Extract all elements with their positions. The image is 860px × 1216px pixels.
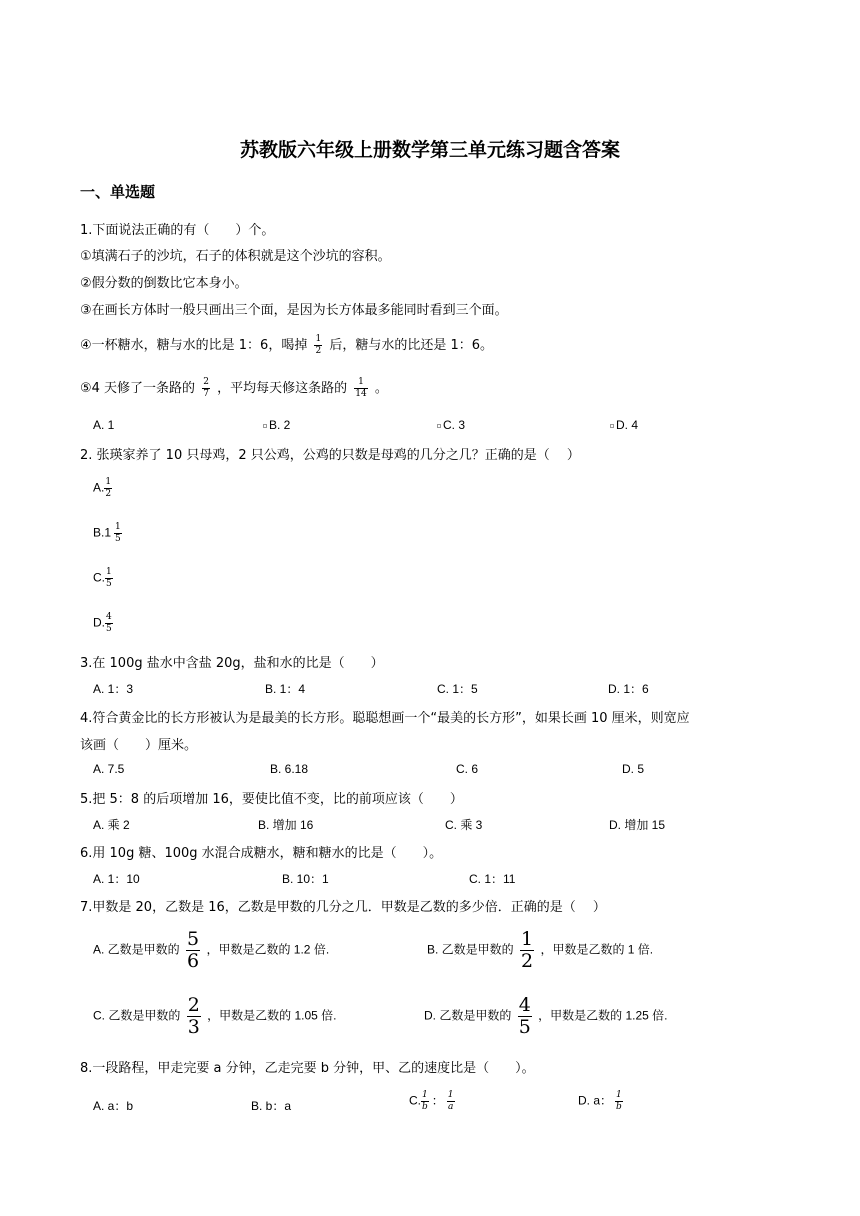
q1-stem: 1.下面说法正确的有（ ）个。 — [80, 223, 275, 238]
q7-option-d[interactable]: D. 乙数是甲数的 $\frac{4}{5}$ ，甲数是乙数的 1.25 倍. — [424, 994, 668, 1038]
q3-option-a[interactable]: A. 1：3 — [93, 682, 134, 696]
q6-option-a[interactable]: A. 1：10 — [93, 872, 140, 886]
q2-option-a[interactable]: A. $\frac{1}{2}$ — [93, 477, 112, 499]
q4-stem-line2: 该画（ ）厘米。 — [80, 738, 198, 753]
q1-statement-3: ③在画长方体时一般只画出三个面，是因为长方体最多能同时看到三个面。 — [80, 303, 508, 318]
fraction: $\frac{4}{5}$ — [106, 612, 112, 634]
q5-stem: 5.把 5：8 的后项增加 16，要使比值不变，比的前项应该（ ） — [80, 792, 463, 807]
q1-option-a[interactable]: A. 1 — [93, 418, 115, 432]
q1-statement-2: ②假分数的倒数比它本身小。 — [80, 276, 248, 291]
q6-stem: 6.用 10g 糖、100g 水混合成糖水，糖和糖水的比是（ ）。 — [80, 846, 443, 861]
fraction: $\frac{1}{b}$ — [422, 1090, 428, 1112]
q4-option-a[interactable]: A. 7.5 — [93, 762, 125, 776]
fraction: $\frac{4}{5}$ — [518, 994, 531, 1038]
q8-option-d[interactable]: D. a： $\frac{1}{b}$ — [578, 1090, 622, 1112]
fraction: $\frac{1}{5}$ — [106, 567, 112, 589]
q5-option-a[interactable]: A. 乘 2 — [93, 818, 130, 832]
q2-option-c[interactable]: C. $\frac{1}{5}$ — [93, 567, 112, 589]
q7-stem: 7.甲数是 20，乙数是 16，乙数是甲数的几分之几．甲数是乙数的多少倍．正确的是（ ） — [80, 900, 606, 915]
q8-stem: 8.一段路程，甲走完要 a 分钟，乙走完要 b 分钟，甲、乙的速度比是（ ）。 — [80, 1061, 535, 1076]
q4-option-c[interactable]: C. 6 — [456, 762, 479, 776]
q8-option-c[interactable]: C. $\frac{1}{b}$ ： $\frac{1}{a}$ — [409, 1090, 454, 1112]
q3-option-c[interactable]: C. 1：5 — [437, 682, 478, 696]
q5-option-b[interactable]: B. 增加 16 — [258, 818, 314, 832]
q3-option-d[interactable]: D. 1：6 — [608, 682, 649, 696]
q4-option-d[interactable]: D. 5 — [622, 762, 645, 776]
fraction: $\frac{1}{14}$ — [355, 377, 367, 399]
fraction: $\frac{1}{b}$ — [616, 1090, 622, 1112]
q7-option-c[interactable]: C. 乙数是甲数的 $\frac{2}{3}$ ，甲数是乙数的 1.05 倍. — [93, 994, 337, 1038]
section-heading: 一、单选题 — [80, 183, 156, 201]
q1-statement-1: ①填满石子的沙坑，石子的体积就是这个沙坑的容积。 — [80, 249, 391, 264]
q8-option-b[interactable]: B. b：a — [251, 1099, 292, 1113]
fraction: $\frac{2}{3}$ — [187, 994, 200, 1038]
fraction: $\frac{1}{a}$ — [447, 1090, 454, 1112]
q3-option-b[interactable]: B. 1：4 — [265, 682, 306, 696]
q3-stem: 3.在 100g 盐水中含盐 20g，盐和水的比是（ ） — [80, 656, 384, 671]
q1-statement-4: ④一杯糖水，糖与水的比是 1：6，喝掉 $\frac{1}{2}$ 后，糖与水的比还是 1：6。 — [80, 334, 494, 356]
fraction: $\frac{5}{6}$ — [187, 928, 200, 972]
q1-statement-5: ⑤4 天修了一条路的 $\frac{2}{7}$ ，平均每天修这条路的 $\frac{1}{14}$ 。 — [80, 377, 388, 399]
fraction: $\frac{1}{2}$ — [105, 477, 112, 499]
q5-option-d[interactable]: D. 增加 15 — [609, 818, 666, 832]
page-title: 苏教版六年级上册数学第三单元练习题含答案 — [239, 139, 620, 161]
q8-option-a[interactable]: A. a：b — [93, 1099, 134, 1113]
q6-option-c[interactable]: C. 1：11 — [469, 872, 516, 886]
q7-option-b[interactable]: B. 乙数是甲数的 $\frac{1}{2}$ ，甲数是乙数的 1 倍. — [427, 928, 654, 972]
q2-option-d[interactable]: D. $\frac{4}{5}$ — [93, 612, 112, 634]
q1-option-b[interactable]: B. 2 — [263, 418, 290, 432]
q1-option-c[interactable]: C. 3 — [437, 418, 465, 432]
fraction: $\frac{1}{2}$ — [521, 928, 534, 972]
q2-option-b[interactable]: B.1 $\frac{1}{5}$ — [93, 522, 121, 544]
q4-stem-line1: 4.符合黄金比的长方形被认为是最美的长方形。聪聪想画一个“最美的长方形”，如果长画 10 厘米，则宽应 — [80, 711, 690, 726]
q5-option-c[interactable]: C. 乘 3 — [445, 818, 483, 832]
q6-option-b[interactable]: B. 10：1 — [282, 872, 329, 886]
fraction: $\frac{2}{7}$ — [203, 377, 209, 399]
q1-option-d[interactable]: D. 4 — [610, 418, 638, 432]
fraction: $\frac{1}{5}$ — [115, 522, 121, 544]
q7-option-a[interactable]: A. 乙数是甲数的 $\frac{5}{6}$ ，甲数是乙数的 1.2 倍. — [93, 928, 330, 972]
q4-option-b[interactable]: B. 6.18 — [270, 762, 309, 776]
q2-stem: 2. 张瑛家养了 10 只母鸡，2 只公鸡，公鸡的只数是母鸡的几分之几？正确的是（ ） — [80, 448, 580, 463]
fraction: $\frac{1}{2}$ — [315, 334, 322, 356]
